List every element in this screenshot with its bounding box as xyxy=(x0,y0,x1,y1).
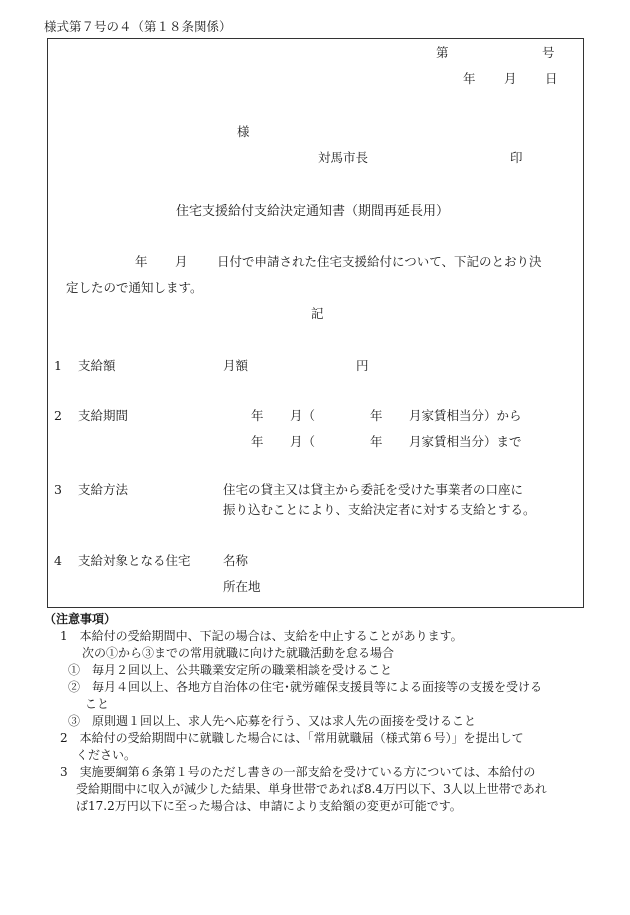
condition-2-cont: こと xyxy=(85,697,110,711)
period-end-year: 年 xyxy=(251,434,264,449)
period-start-month: 月（ xyxy=(290,408,316,423)
condition-3: ③ 原則週１回以上、求人先へ応募を行う、又は求人先の面接を受けること xyxy=(68,714,477,728)
recipient-suffix: 様 xyxy=(237,124,250,139)
housing-address-label: 所在地 xyxy=(223,579,261,594)
notice-form-box xyxy=(47,38,584,608)
date-year-label: 年 xyxy=(463,71,476,86)
period-end-rent-month: 月家賃相当分）まで xyxy=(409,434,522,449)
method-text-line1: 住宅の貸主又は貸主から委託を受けた事業者の口座に xyxy=(223,482,524,497)
item4-number: 4 xyxy=(54,553,62,568)
date-day-label: 日 xyxy=(545,71,558,86)
ki-label: 記 xyxy=(311,306,324,321)
note-3: 3 実施要綱第６条第１号のただし書きの一部支給を受けている方については、本給付の xyxy=(60,765,536,779)
issuer-name: 対馬市長 xyxy=(318,150,369,165)
notes-heading: （注意事項） xyxy=(44,612,117,626)
form-number: 様式第７号の４（第１８条関係） xyxy=(44,19,232,34)
item1-label: 支給額 xyxy=(78,358,116,373)
date-month-label: 月 xyxy=(504,71,517,86)
note-1: 1 本給付の受給期間中、下記の場合は、支給を中止することがあります。 xyxy=(60,629,463,643)
item2-label: 支給期間 xyxy=(78,408,129,423)
item3-label: 支給方法 xyxy=(78,482,129,497)
note-1-sub: 次の①から③までの常用就職に向けた就職活動を怠る場合 xyxy=(82,646,395,660)
intro-year: 年 xyxy=(135,254,148,269)
number-suffix: 号 xyxy=(542,45,555,60)
item2-number: 2 xyxy=(54,408,62,423)
item4-label: 支給対象となる住宅 xyxy=(78,553,191,568)
period-end-month: 月（ xyxy=(290,434,316,449)
yen-label: 円 xyxy=(356,358,369,373)
note-3-cont2: ば17.2万円以下に至った場合は、申請により支給額の変更が可能です。 xyxy=(76,799,462,813)
note-2: 2 本給付の受給期間中に就職した場合には、「常用就職届（様式第６号）」を提出して xyxy=(60,731,524,745)
intro-text-line2: 定したので通知します。 xyxy=(66,280,203,295)
note-3-cont1: 受給期間中に収入が減少した結果、単身世帯であれば8.4万円以下、3人以上世帯であれ xyxy=(76,782,547,796)
seal-mark: 印 xyxy=(510,150,523,165)
period-start-year: 年 xyxy=(251,408,264,423)
item1-number: 1 xyxy=(54,358,62,373)
period-end-rent-year: 年 xyxy=(370,434,383,449)
document-title: 住宅支援給付支給決定通知書（期間再延長用） xyxy=(176,204,450,219)
item3-number: 3 xyxy=(54,482,62,497)
condition-1: ① 毎月２回以上、公共職業安定所の職業相談を受けること xyxy=(68,663,393,677)
number-prefix: 第 xyxy=(436,45,449,60)
housing-name-label: 名称 xyxy=(223,553,249,568)
method-text-line2: 振り込むことにより、支給決定者に対する支給とする。 xyxy=(223,502,536,517)
period-start-rent-month: 月家賃相当分）から xyxy=(409,408,522,423)
monthly-amount-label: 月額 xyxy=(223,358,249,373)
note-2-cont: ください。 xyxy=(76,748,137,762)
period-start-rent-year: 年 xyxy=(370,408,383,423)
intro-month: 月 xyxy=(175,254,188,269)
condition-2: ② 毎月４回以上、各地方自治体の住宅･就労確保支援員等による面接等の支援を受ける xyxy=(68,680,543,694)
intro-text-line1: 日付で申請された住宅支援給付について、下記のとおり決 xyxy=(217,254,542,269)
